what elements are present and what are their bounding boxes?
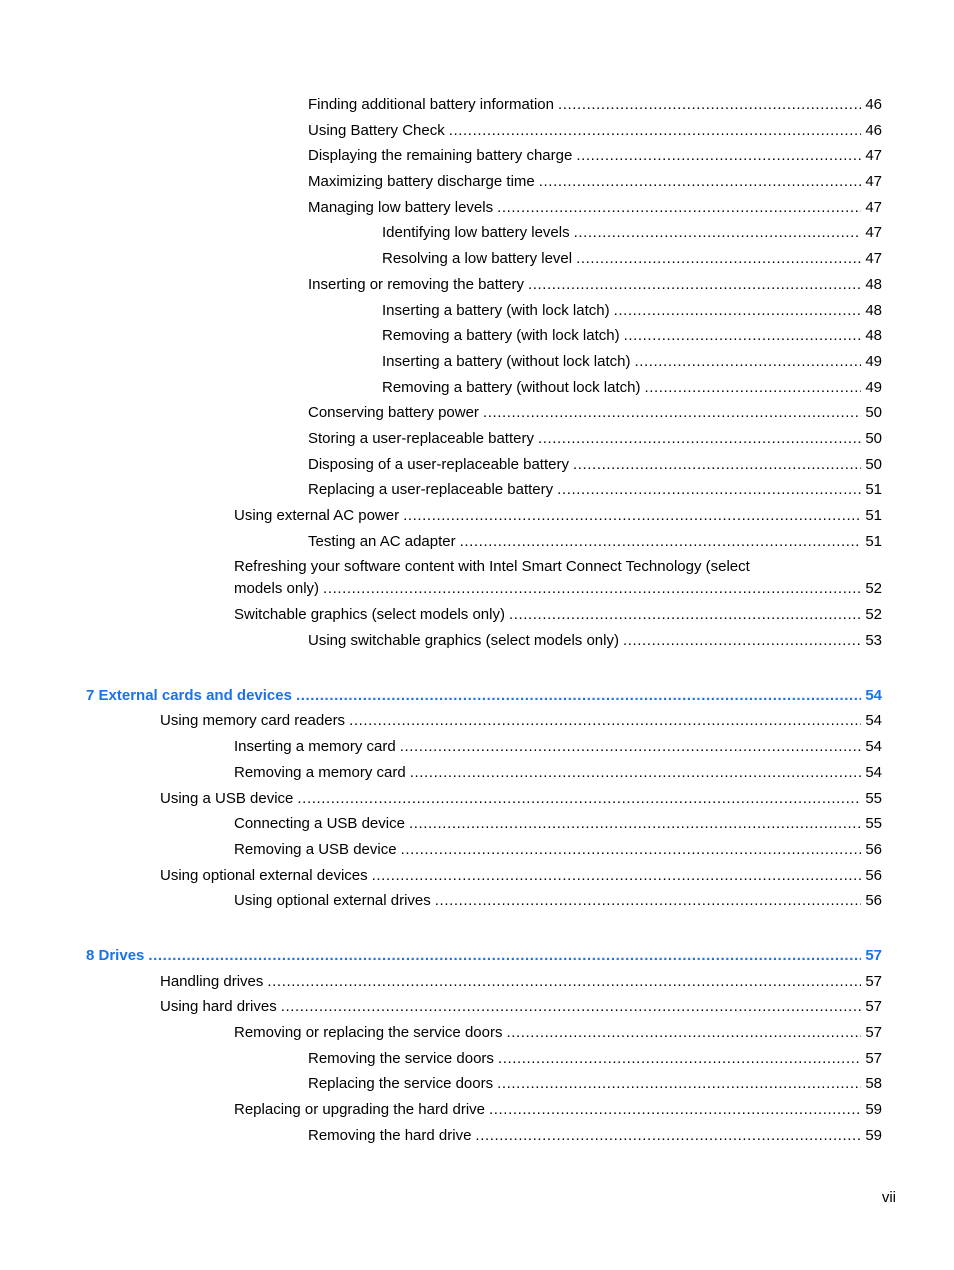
toc-entry-title: Inserting a memory card bbox=[234, 738, 396, 756]
toc-entry-page: 58 bbox=[865, 1075, 882, 1093]
dot-leader bbox=[574, 220, 862, 246]
toc-entry-title: Inserting or removing the battery bbox=[308, 275, 524, 293]
toc-entry[interactable] bbox=[0, 1123, 954, 1149]
section-gap bbox=[0, 654, 954, 683]
toc-entry-title: Using a USB device bbox=[160, 789, 294, 807]
toc-entry-page: 51 bbox=[865, 481, 882, 499]
toc-entry-title: Using optional external devices bbox=[160, 866, 368, 884]
toc-entry-page: 48 bbox=[865, 301, 882, 319]
toc-entry-title: Connecting a USB device bbox=[234, 815, 405, 833]
dot-leader bbox=[409, 811, 861, 837]
toc-entry[interactable] bbox=[0, 349, 954, 375]
toc-entry-title: Resolving a low battery level bbox=[382, 250, 573, 268]
toc-entry-title: Removing a battery (without lock latch) bbox=[382, 378, 641, 396]
toc-entry-title: Using Battery Check bbox=[308, 121, 445, 139]
toc-entry-title: Testing an AC adapter bbox=[308, 532, 456, 550]
toc-entry-title: Replacing or upgrading the hard drive bbox=[234, 1101, 485, 1119]
toc-entry[interactable] bbox=[0, 529, 954, 555]
dot-leader bbox=[623, 628, 861, 654]
dot-leader bbox=[460, 529, 862, 555]
toc-entry-title: Using memory card readers bbox=[160, 712, 346, 730]
toc-entry-title: Removing a USB device bbox=[234, 840, 397, 858]
dot-leader bbox=[539, 169, 862, 195]
toc-entry[interactable] bbox=[0, 400, 954, 426]
toc-entry[interactable] bbox=[0, 760, 954, 786]
toc-entry-page: 56 bbox=[865, 866, 882, 884]
toc-entry-page: 50 bbox=[865, 404, 882, 422]
section-gap bbox=[0, 914, 954, 943]
toc-entry[interactable] bbox=[0, 888, 954, 914]
dot-leader bbox=[538, 426, 861, 452]
toc-entry[interactable] bbox=[0, 246, 954, 272]
toc-entry-page: 56 bbox=[865, 840, 882, 858]
toc-entry-title: Inserting a battery (without lock latch) bbox=[382, 352, 631, 370]
toc-entry[interactable] bbox=[0, 628, 954, 654]
toc-entry-title: 8 Drives bbox=[86, 946, 145, 964]
dot-leader bbox=[410, 760, 862, 786]
toc-entry-page: 49 bbox=[865, 352, 882, 370]
dot-leader bbox=[435, 888, 862, 914]
dot-leader bbox=[498, 1046, 861, 1072]
dot-leader bbox=[509, 602, 861, 628]
toc-entry-title: Managing low battery levels bbox=[308, 198, 494, 216]
toc-entry[interactable] bbox=[0, 426, 954, 452]
toc-entry[interactable] bbox=[0, 554, 954, 602]
toc-entry-title: Maximizing battery discharge time bbox=[308, 173, 535, 191]
toc-entry-page: 54 bbox=[865, 738, 882, 756]
toc-entry-title: Using optional external drives bbox=[234, 892, 431, 910]
toc-entry-page: 47 bbox=[865, 147, 882, 165]
toc-entry[interactable] bbox=[0, 837, 954, 863]
dot-leader bbox=[296, 683, 861, 709]
toc-entry-page: 55 bbox=[865, 815, 882, 833]
dot-leader bbox=[557, 477, 861, 503]
toc-entry[interactable] bbox=[0, 786, 954, 812]
toc-entry-page: 57 bbox=[865, 972, 882, 990]
toc-entry-page: 46 bbox=[865, 96, 882, 113]
toc-entry-page: 50 bbox=[865, 455, 882, 473]
dot-leader bbox=[497, 1071, 861, 1097]
dot-leader bbox=[483, 400, 861, 426]
toc-entry-page: 46 bbox=[865, 121, 882, 139]
toc-entry-page: 57 bbox=[865, 946, 882, 964]
toc-entry-page: 59 bbox=[865, 1126, 882, 1144]
toc-entry-title: Conserving battery power bbox=[308, 404, 479, 422]
dot-leader bbox=[148, 943, 861, 969]
dot-leader bbox=[614, 298, 862, 324]
toc-entry[interactable] bbox=[0, 272, 954, 298]
toc-entry-title: Using switchable graphics (select models only) bbox=[308, 632, 619, 650]
toc-entry-title: Handling drives bbox=[160, 972, 264, 990]
dot-leader bbox=[634, 349, 861, 375]
toc-entry-page: 52 bbox=[865, 580, 882, 598]
toc-entry-title: Removing the service doors bbox=[308, 1049, 494, 1067]
toc-entry-title: Displaying the remaining battery charge bbox=[308, 147, 573, 165]
dot-leader bbox=[323, 576, 861, 602]
toc-entry[interactable] bbox=[0, 195, 954, 221]
dot-leader bbox=[297, 786, 861, 812]
toc-entry-title: Removing the hard drive bbox=[308, 1126, 472, 1144]
toc-chapter-entry[interactable] bbox=[0, 683, 954, 709]
dot-leader bbox=[349, 708, 861, 734]
toc-entry[interactable] bbox=[0, 375, 954, 401]
toc-entry[interactable] bbox=[0, 503, 954, 529]
dot-leader bbox=[400, 734, 862, 760]
toc-entry[interactable] bbox=[0, 734, 954, 760]
dot-leader bbox=[475, 1123, 861, 1149]
toc-entry-title: Using hard drives bbox=[160, 998, 277, 1016]
toc-entry[interactable] bbox=[0, 811, 954, 837]
toc-entry[interactable] bbox=[0, 1071, 954, 1097]
toc-entry[interactable] bbox=[0, 143, 954, 169]
dot-leader bbox=[281, 994, 862, 1020]
toc-entry[interactable] bbox=[0, 169, 954, 195]
dot-leader bbox=[573, 452, 861, 478]
toc-entry[interactable] bbox=[0, 994, 954, 1020]
toc-entry[interactable] bbox=[0, 298, 954, 324]
dot-leader bbox=[449, 118, 862, 144]
dot-leader bbox=[644, 375, 861, 401]
toc-entry-page: 48 bbox=[865, 327, 882, 345]
dot-leader bbox=[558, 92, 861, 118]
toc-entry-page: 59 bbox=[865, 1101, 882, 1119]
toc-entry-page: 54 bbox=[865, 712, 882, 730]
dot-leader bbox=[401, 837, 862, 863]
toc-entry-page: 57 bbox=[865, 998, 882, 1016]
toc-entry-page: 52 bbox=[865, 606, 882, 624]
dot-leader bbox=[576, 246, 861, 272]
dot-leader bbox=[489, 1097, 861, 1123]
toc-chapter-entry[interactable] bbox=[0, 943, 954, 969]
toc-entry-page: 47 bbox=[865, 198, 882, 216]
toc-entry-page: 48 bbox=[865, 275, 882, 293]
toc-entry[interactable] bbox=[0, 452, 954, 478]
dot-leader bbox=[267, 969, 861, 995]
toc-entry[interactable] bbox=[0, 92, 954, 118]
toc-entry-page: 55 bbox=[865, 789, 882, 807]
toc-entry-page: 47 bbox=[865, 173, 882, 191]
toc-entry-title-line1: Refreshing your software content with Intel Smart Connect Technology (select bbox=[234, 558, 750, 576]
toc-entry-page: 57 bbox=[865, 1049, 882, 1067]
toc-entry[interactable] bbox=[0, 118, 954, 144]
toc-entry-page: 51 bbox=[865, 532, 882, 550]
toc-entry-page: 54 bbox=[865, 763, 882, 781]
dot-leader bbox=[497, 195, 861, 221]
toc-entry-title: models only) bbox=[234, 580, 320, 598]
toc-entry-title: Finding additional battery information bbox=[308, 96, 554, 113]
dot-leader bbox=[576, 143, 861, 169]
toc-entry-title: Replacing the service doors bbox=[308, 1075, 494, 1093]
toc-entry-title: Removing or replacing the service doors bbox=[234, 1024, 503, 1041]
page-number: vii bbox=[881, 1189, 896, 1206]
toc-entry-title: Using external AC power bbox=[234, 507, 400, 524]
toc-entry-title: 7 External cards and devices bbox=[86, 686, 292, 704]
toc-entry-title: Disposing of a user-replaceable battery bbox=[308, 455, 569, 473]
toc-entry-page: 51 bbox=[865, 507, 882, 524]
toc-entry-title: Replacing a user-replaceable battery bbox=[308, 481, 554, 499]
toc-entry-title: Identifying low battery levels bbox=[382, 224, 570, 242]
toc-entry[interactable] bbox=[0, 1020, 954, 1046]
toc-entry[interactable] bbox=[0, 477, 954, 503]
toc-entry-page: 57 bbox=[865, 1024, 882, 1041]
toc-entry-page: 53 bbox=[865, 632, 882, 650]
toc-entry-title: Switchable graphics (select models only) bbox=[234, 606, 505, 624]
toc-entry-page: 56 bbox=[865, 892, 882, 910]
toc-entry[interactable] bbox=[0, 602, 954, 628]
dot-leader bbox=[372, 863, 862, 889]
toc-entry[interactable] bbox=[0, 969, 954, 995]
toc-entry-page: 54 bbox=[865, 686, 882, 704]
toc-entry-page: 50 bbox=[865, 429, 882, 447]
toc-entry[interactable] bbox=[0, 708, 954, 734]
toc-entry[interactable] bbox=[0, 863, 954, 889]
toc-entry-page: 47 bbox=[865, 224, 882, 242]
toc-entry[interactable] bbox=[0, 1097, 954, 1123]
dot-leader bbox=[506, 1020, 861, 1046]
toc-entry[interactable] bbox=[0, 220, 954, 246]
toc-entry-page: 49 bbox=[865, 378, 882, 396]
toc-entry-title: Removing a memory card bbox=[234, 763, 406, 781]
toc-entry-title: Storing a user-replaceable battery bbox=[308, 429, 534, 447]
toc-entry[interactable] bbox=[0, 323, 954, 349]
dot-leader bbox=[528, 272, 861, 298]
dot-leader bbox=[403, 503, 861, 529]
dot-leader bbox=[624, 323, 862, 349]
toc-entry-page: 47 bbox=[865, 250, 882, 268]
toc-entry-title: Inserting a battery (with lock latch) bbox=[382, 301, 610, 319]
table-of-contents bbox=[0, 92, 954, 1148]
toc-entry-title: Removing a battery (with lock latch) bbox=[382, 327, 620, 345]
toc-entry[interactable] bbox=[0, 1046, 954, 1072]
